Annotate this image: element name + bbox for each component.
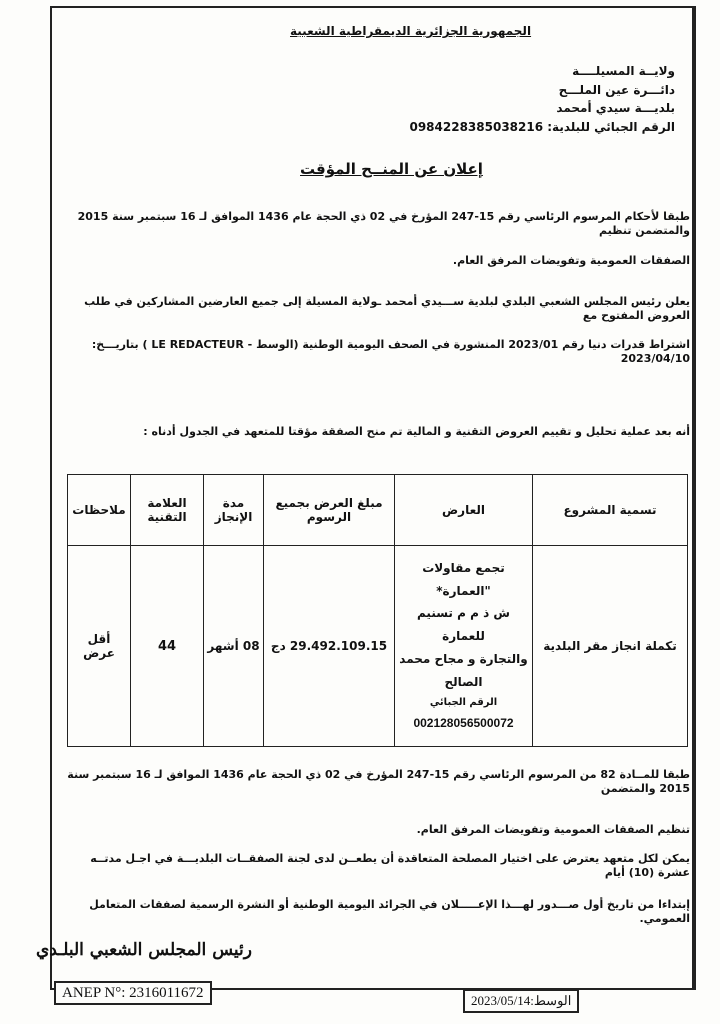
award-table — [67, 474, 688, 747]
bidder-line: الصالح — [444, 674, 483, 689]
signature-title: رئيس المجلس الشعبي البلـدي — [36, 940, 252, 960]
bidder-line: الرقم الجبائي — [429, 697, 498, 709]
bidder-line: تجمع مقاولات "العمارة* — [422, 560, 505, 598]
col-project: تسمية المشروع — [533, 475, 688, 546]
republic-heading: الجمهورية الجزائرية الديمقراطية الشعبية — [290, 24, 532, 38]
cell-bidder — [395, 546, 533, 747]
commune-label: بلديـــة سيدي أمحمد — [556, 101, 675, 115]
bidder-line: والتجارة و مجاح محمد — [399, 651, 528, 666]
closing-line-1: طبقا للمــادة 82 من المرسوم الرئاسي رقم 15-247 المؤرخ في 02 ذي الحجة عام 1436 الموافق لـ 16 سبتمبر سنة 2015 والمتضمن — [67, 768, 690, 795]
page-title: إعلان عن المنــح المؤقت — [300, 160, 483, 178]
cell-duration: 08 أشهر — [204, 546, 264, 747]
closing-line-4: إبتداءا من تاريخ أول صـــدور لهـــذا الإعـــــلان في الجرائد اليومية الوطنية أو النشرة الرسمية لصفقات المتعامل العمومي. — [89, 898, 690, 925]
intro-line-4: اشتراط قدرات دنيا رقم 2023/01 المنشورة في الصحف اليومية الوطنية (الوسط - LE REDACTEUR ) بتاريـــخ: 2023/04/10 — [91, 338, 690, 365]
col-score: العلامة التقنية — [131, 475, 204, 546]
cell-project: تكملة انجاز مقر البلدية — [533, 546, 688, 747]
col-duration: مدة الإنجاز — [204, 475, 264, 546]
publication-date-box: الوسط:2023/05/14 — [463, 989, 579, 1013]
daira-label: دائـــرة عين الملـــح — [558, 83, 675, 97]
closing-line-3: يمكن لكل متعهد يعترض على اختيار المصلحة المتعاقدة أن يطعــن لدى لجنة الصفقــات البلديـــة في اجـل مدتــه عشرة (10) أيام — [90, 852, 690, 879]
anep-number-box: ANEP N°: 2316011672 — [54, 981, 212, 1005]
cell-notes: أقل عرض — [68, 546, 131, 747]
tax-id-label: الرقم الجبائي للبلدية: 098422838503821​6 — [409, 120, 675, 134]
intro-line-2: الصفقات العمومية وتفويضات المرفق العام. — [452, 254, 690, 267]
table-row — [68, 546, 688, 747]
cell-amount: 29.492.109.15 دج — [264, 546, 395, 747]
wilaya-label: ولايــة المسيلــــة — [572, 64, 675, 78]
closing-line-2: تنظيم الصفقات العمومية وتفويضات المرفق العام. — [416, 823, 690, 836]
table-header-row — [68, 475, 688, 546]
bidder-tax-id: 002128056500072 — [413, 716, 514, 731]
intro-line-3: يعلن رئيس المجلس الشعبي البلدي لبلدية ســـيدي أمحمد ـولاية المسيلة إلى جميع العارضين المشاركين في طلب العروض المفتوح مع — [84, 295, 690, 322]
col-notes: ملاحظات — [68, 475, 131, 546]
cell-score: 44 — [131, 546, 204, 747]
col-amount: مبلغ العرض بجميع الرسوم — [264, 475, 395, 546]
col-bidder: العارض — [395, 475, 533, 546]
intro-line-1: طبقا لأحكام المرسوم الرئاسي رقم 15-247 المؤرخ في 02 ذي الحجة عام 1436 الموافق لـ 16 سبتمبر سنة 2015 والمتضمن تنظيم — [77, 210, 690, 237]
intro-line-5: أنه بعد عملية تحليل و تقييم العروض التقنية و المالية تم منح الصفقة مؤقتا للمتعهد في الجدول أدناه : — [143, 425, 690, 438]
bidder-line: ش ذ م م تسنيم للعمارة — [417, 606, 510, 644]
